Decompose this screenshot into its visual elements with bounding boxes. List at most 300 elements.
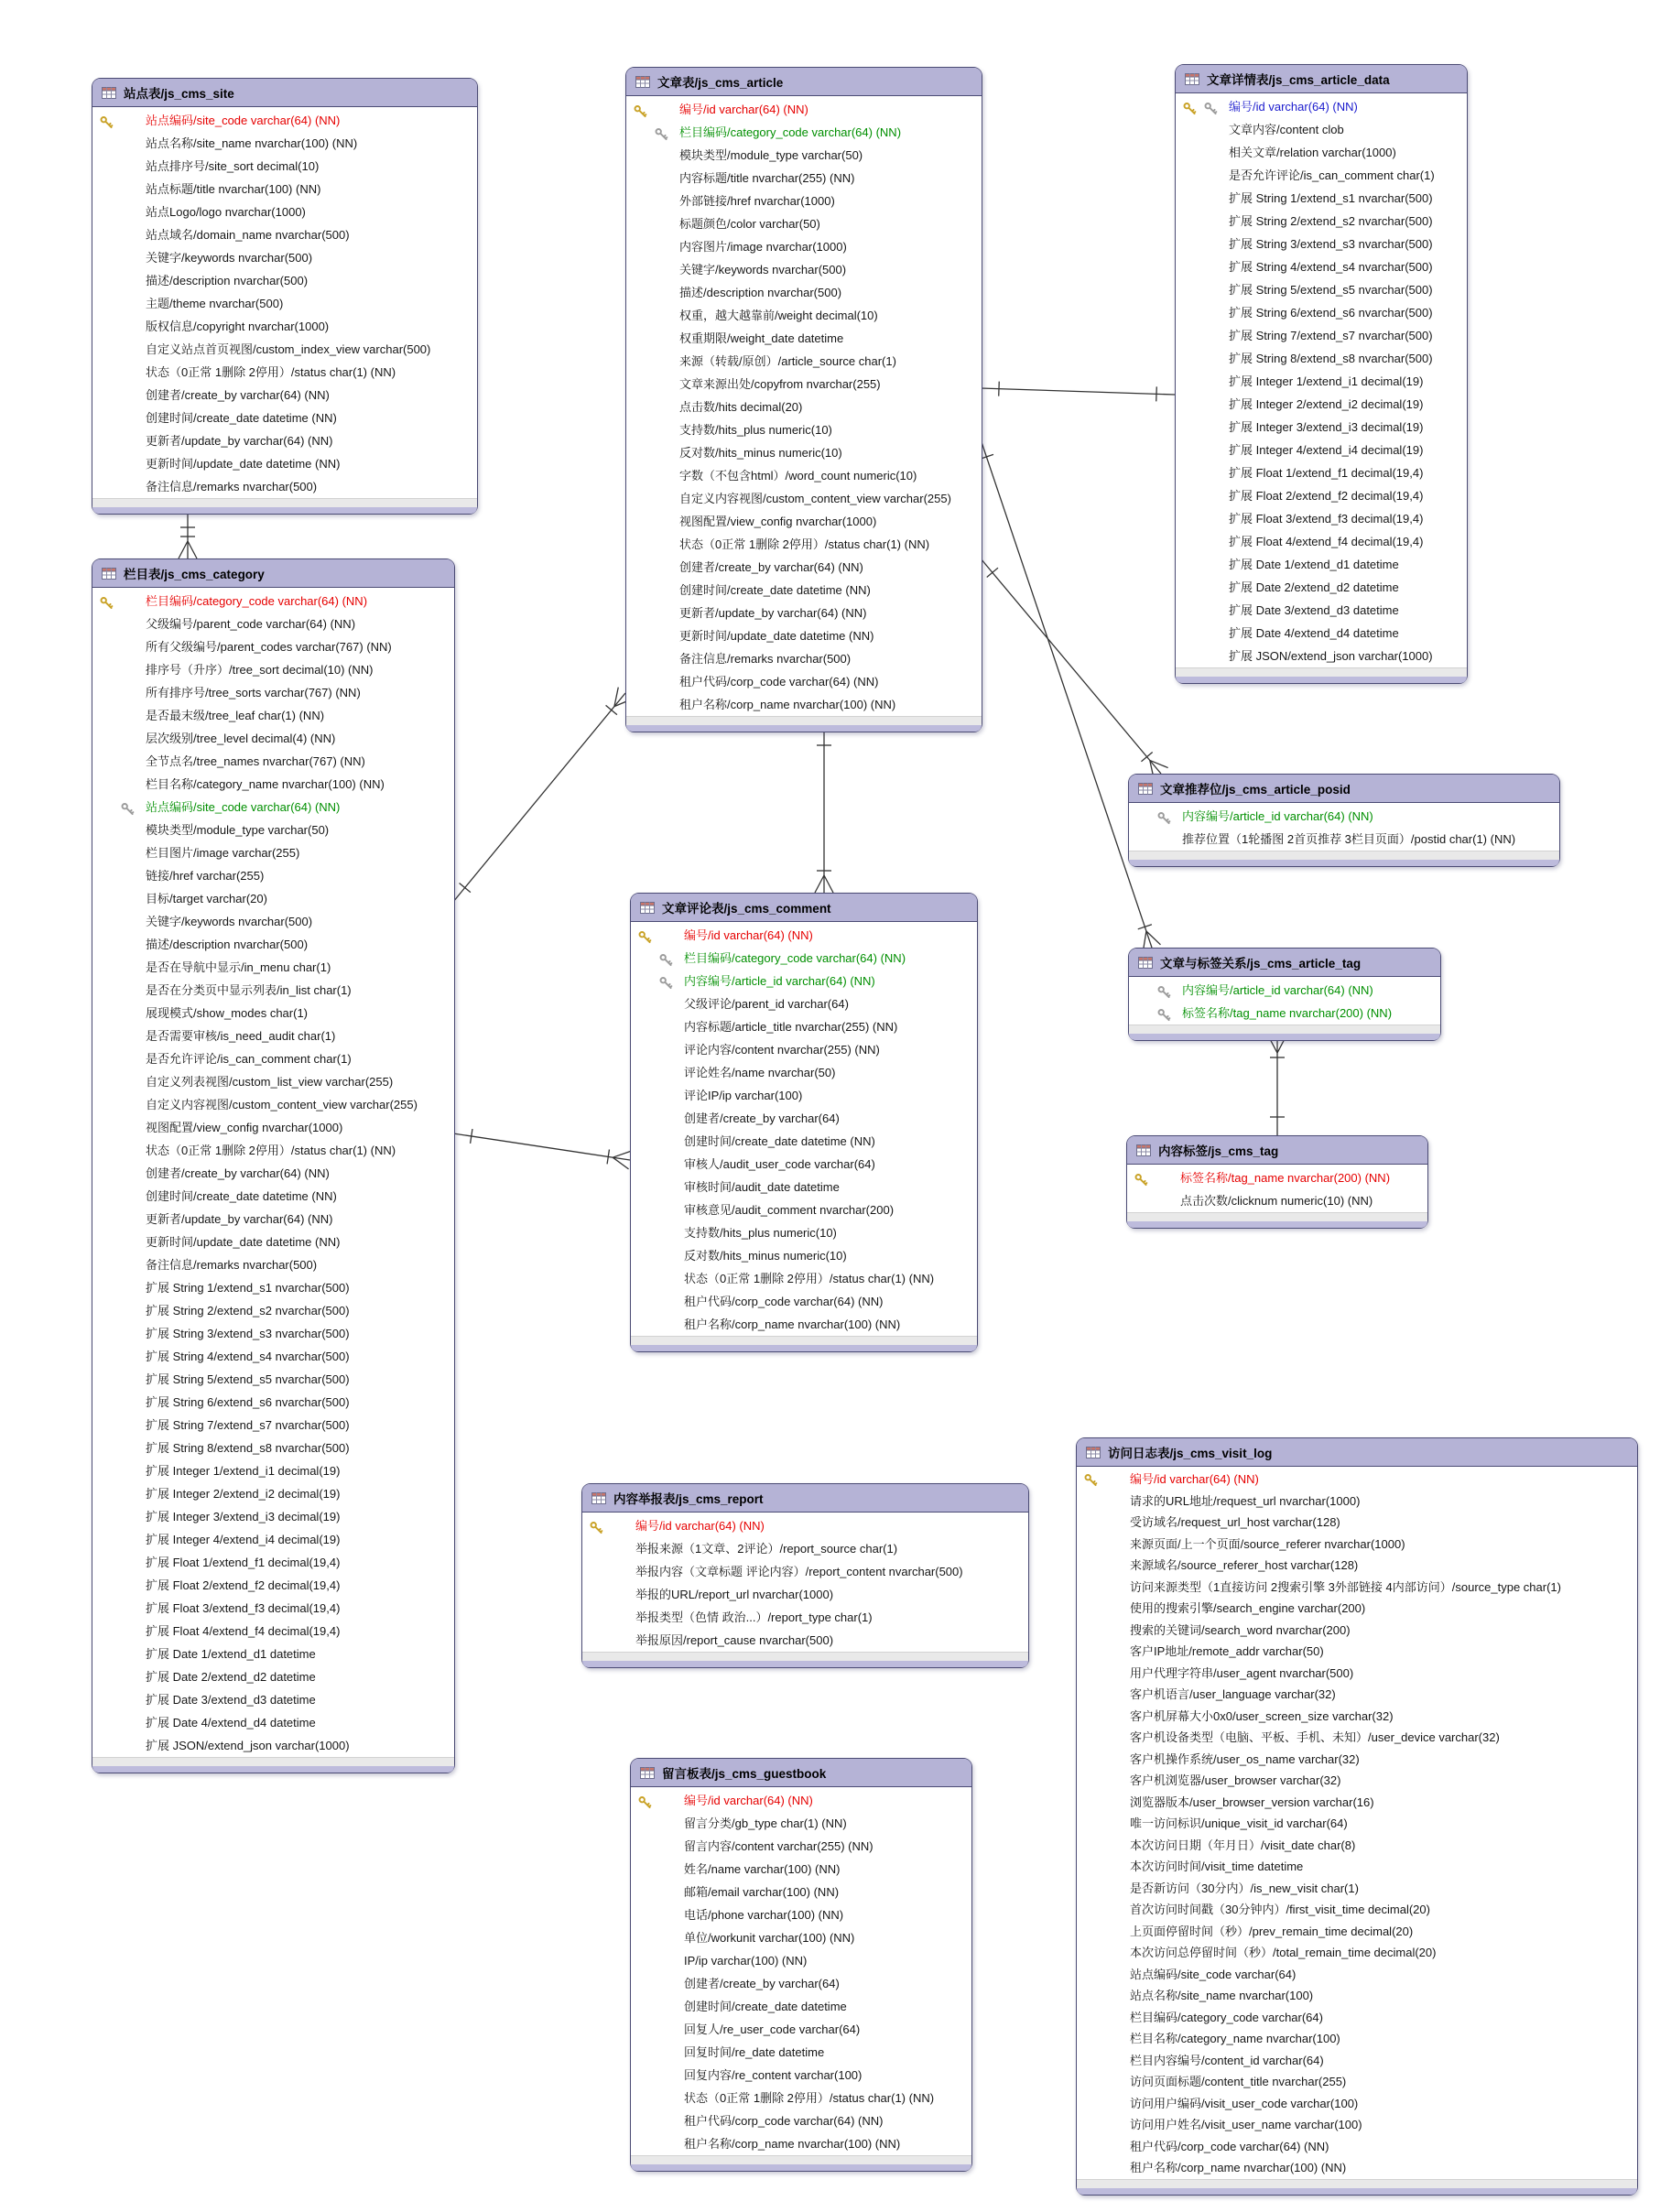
field-row[interactable] [92, 1047, 454, 1070]
field-row[interactable] [92, 132, 477, 155]
field-row[interactable] [582, 1629, 1028, 1652]
field-row[interactable] [1176, 118, 1467, 141]
field-row[interactable] [626, 304, 982, 327]
field-row[interactable] [1077, 1620, 1637, 1642]
entity-header-js_cms_guestbook[interactable] [631, 1759, 971, 1787]
field-row[interactable] [92, 750, 454, 773]
field-row[interactable] [1129, 805, 1559, 828]
field-row[interactable] [631, 1084, 977, 1107]
field-text: 是否允许评论/is_can_comment char(1) [146, 1052, 352, 1066]
gold-key-icon [1183, 100, 1197, 114]
field-row[interactable] [92, 1459, 454, 1482]
gray-key-icon [1204, 100, 1218, 114]
entity-js_cms_guestbook[interactable] [630, 1758, 972, 2172]
field-row[interactable] [92, 1070, 454, 1093]
field-text: 租户名称/corp_name nvarchar(100) (NN) [684, 1317, 901, 1331]
gold-key-icon [638, 1794, 652, 1807]
field-row[interactable] [92, 1437, 454, 1459]
field-row[interactable] [92, 613, 454, 635]
field-row[interactable] [626, 510, 982, 533]
field-row[interactable] [1077, 1878, 1637, 1900]
field-row[interactable] [626, 579, 982, 602]
field-row[interactable] [92, 315, 477, 338]
field-text: 文章内容/content clob [1229, 123, 1344, 136]
field-row[interactable] [626, 693, 982, 716]
field-text: 回复人/re_user_code varchar(64) [684, 2022, 861, 2036]
field-row[interactable] [92, 727, 454, 750]
field-text: 扩展 Float 1/extend_f1 decimal(19,4) [1229, 466, 1424, 480]
field-row[interactable] [92, 338, 477, 361]
field-row[interactable] [631, 1290, 977, 1313]
field-row[interactable] [631, 2087, 971, 2109]
field-row[interactable] [92, 1345, 454, 1368]
field-row[interactable] [92, 887, 454, 910]
field-row[interactable] [1176, 347, 1467, 370]
gray-key-icon [659, 974, 673, 988]
field-row[interactable] [92, 956, 454, 979]
field-text: 租户名称/corp_name nvarchar(100) (NN) [679, 698, 896, 711]
field-text: 客户机语言/user_language varchar(32) [1130, 1687, 1336, 1701]
field-text: 本次访问时间/visit_time datetime [1130, 1860, 1304, 1873]
field-row[interactable] [92, 704, 454, 727]
field-row[interactable] [92, 841, 454, 864]
entity-header-js_cms_article_data[interactable] [1176, 65, 1467, 93]
field-text: 扩展 Float 2/extend_f2 decimal(19,4) [146, 1578, 341, 1592]
field-row[interactable] [631, 1881, 971, 1903]
field-row[interactable] [1127, 1166, 1427, 1189]
field-row[interactable] [92, 475, 477, 498]
field-row[interactable] [92, 933, 454, 956]
field-row[interactable] [92, 292, 477, 315]
field-row[interactable] [92, 1208, 454, 1231]
field-text: 是否最末级/tree_leaf char(1) (NN) [146, 709, 325, 722]
field-row[interactable] [626, 350, 982, 373]
field-row[interactable] [631, 1903, 971, 1926]
field-row[interactable] [1176, 370, 1467, 393]
field-row[interactable] [626, 602, 982, 624]
field-text: 访问页面标题/content_title nvarchar(255) [1130, 2075, 1347, 2088]
field-row[interactable] [631, 924, 977, 947]
field-row[interactable] [92, 635, 454, 658]
field-text: 排序号（升序）/tree_sort decimal(10) (NN) [146, 663, 374, 677]
field-text: 支持数/hits_plus numeric(10) [684, 1226, 837, 1240]
field-row[interactable] [631, 1972, 971, 1995]
field-text: 扩展 Date 3/extend_d3 datetime [1229, 603, 1399, 617]
field-text: 更新时间/update_date datetime (NN) [679, 629, 874, 643]
field-row[interactable] [1129, 1002, 1440, 1025]
field-row[interactable] [1077, 1491, 1637, 1513]
field-row[interactable] [1176, 484, 1467, 507]
field-row[interactable] [631, 1949, 971, 1972]
field-row[interactable] [1176, 95, 1467, 118]
entity-js_cms_article_data[interactable] [1175, 64, 1468, 684]
field-row[interactable] [626, 418, 982, 441]
entity-title: 文章详情表/js_cms_article_data [1207, 73, 1390, 87]
field-row[interactable] [626, 487, 982, 510]
field-row[interactable] [1176, 599, 1467, 622]
field-row[interactable] [631, 1858, 971, 1881]
entity-header-js_cms_article_posid[interactable] [1129, 775, 1559, 803]
field-text: 举报的URL/report_url nvarchar(1000) [635, 1588, 834, 1601]
table-icon [640, 1767, 655, 1779]
field-text: IP/ip varchar(100) (NN) [684, 1954, 808, 1968]
field-row[interactable] [92, 1528, 454, 1551]
field-text: 回复内容/re_content varchar(100) [684, 2068, 863, 2082]
field-text: 举报来源（1文章、2评论）/report_source char(1) [635, 1542, 898, 1556]
field-text: 审核意见/audit_comment nvarchar(200) [684, 1203, 895, 1217]
field-text: 扩展 Date 4/extend_d4 datetime [1229, 626, 1399, 640]
field-row[interactable] [92, 910, 454, 933]
field-row[interactable] [1176, 187, 1467, 210]
field-row[interactable] [626, 212, 982, 235]
field-row[interactable] [92, 1665, 454, 1688]
entity-header-js_cms_article[interactable] [626, 68, 982, 96]
field-text: 站点编码/site_code varchar(64) [1130, 1967, 1297, 1981]
field-row[interactable] [1077, 2157, 1637, 2179]
field-row[interactable] [92, 223, 477, 246]
field-row[interactable] [631, 1061, 977, 1084]
field-row[interactable] [92, 109, 477, 132]
field-row[interactable] [631, 1038, 977, 1061]
field-row[interactable] [92, 590, 454, 613]
field-row[interactable] [92, 1551, 454, 1574]
field-row[interactable] [626, 396, 982, 418]
field-row[interactable] [92, 1711, 454, 1734]
field-text: 扩展 String 7/extend_s7 nvarchar(500) [1229, 329, 1433, 342]
field-row[interactable] [92, 1002, 454, 1025]
field-row[interactable] [92, 1025, 454, 1047]
field-row[interactable] [1176, 416, 1467, 439]
field-row[interactable] [1077, 1512, 1637, 1534]
field-row[interactable] [1176, 507, 1467, 530]
field-row[interactable] [1077, 1684, 1637, 1706]
field-row[interactable] [92, 246, 477, 269]
field-row[interactable] [92, 1482, 454, 1505]
field-row[interactable] [92, 1322, 454, 1345]
field-row[interactable] [626, 647, 982, 670]
gold-key-icon [100, 114, 114, 127]
field-text: 标签名称/tag_name nvarchar(200) (NN) [1180, 1171, 1391, 1185]
field-text: 是否在分类页中显示列表/in_list char(1) [146, 983, 352, 997]
field-row[interactable] [1077, 2093, 1637, 2115]
field-row[interactable] [1176, 324, 1467, 347]
field-row[interactable] [626, 373, 982, 396]
field-row[interactable] [1176, 233, 1467, 255]
field-row[interactable] [582, 1560, 1028, 1583]
field-row[interactable] [92, 1414, 454, 1437]
field-row[interactable] [92, 1597, 454, 1620]
field-row[interactable] [92, 1643, 454, 1665]
field-text: 扩展 String 5/extend_s5 nvarchar(500) [146, 1372, 350, 1386]
field-row[interactable] [582, 1537, 1028, 1560]
field-row[interactable] [1077, 2028, 1637, 2050]
field-text: 站点标题/title nvarchar(100) (NN) [146, 182, 321, 196]
field-row[interactable] [626, 556, 982, 579]
field-text: 描述/description nvarchar(500) [146, 274, 309, 287]
field-row[interactable] [1176, 210, 1467, 233]
field-row[interactable] [1077, 1985, 1637, 2007]
field-row[interactable] [1077, 1534, 1637, 1556]
field-text: 扩展 String 4/extend_s4 nvarchar(500) [146, 1350, 350, 1363]
field-row[interactable] [631, 1835, 971, 1858]
field-row[interactable] [1077, 1749, 1637, 1771]
field-text: 扩展 Integer 1/extend_i1 decimal(19) [1229, 374, 1424, 388]
field-row[interactable] [92, 1688, 454, 1711]
field-text: 审核时间/audit_date datetime [684, 1180, 840, 1194]
field-text: 客户机操作系统/user_os_name varchar(32) [1130, 1751, 1360, 1766]
field-row[interactable] [92, 361, 477, 384]
entity-js_cms_report[interactable] [581, 1483, 1029, 1668]
entity-js_cms_article[interactable] [625, 67, 982, 732]
field-text: 展现模式/show_modes char(1) [146, 1006, 308, 1020]
field-row[interactable] [631, 992, 977, 1015]
field-row[interactable] [631, 1995, 971, 2018]
field-row[interactable] [626, 670, 982, 693]
field-row[interactable] [92, 864, 454, 887]
field-row[interactable] [92, 201, 477, 223]
field-row[interactable] [631, 1313, 977, 1336]
field-row[interactable] [92, 1299, 454, 1322]
field-text: 租户名称/corp_name nvarchar(100) (NN) [1130, 2161, 1347, 2174]
field-row[interactable] [631, 1221, 977, 1244]
entity-header-js_cms_article_tag[interactable] [1129, 949, 1440, 977]
field-text: 评论内容/content nvarchar(255) (NN) [684, 1043, 880, 1057]
field-row[interactable] [1077, 2136, 1637, 2158]
field-text: 扩展 String 3/extend_s3 nvarchar(500) [146, 1327, 350, 1340]
field-row[interactable] [1176, 530, 1467, 553]
field-text: 关键字/keywords nvarchar(500) [146, 915, 313, 928]
field-text: 扩展 String 8/extend_s8 nvarchar(500) [146, 1441, 350, 1455]
field-text: 扩展 String 6/extend_s6 nvarchar(500) [146, 1395, 350, 1409]
table-icon [1138, 957, 1153, 969]
field-row[interactable] [631, 2064, 971, 2087]
field-row[interactable] [626, 144, 982, 167]
field-row[interactable] [1077, 1964, 1637, 1986]
field-row[interactable] [1176, 278, 1467, 301]
field-row[interactable] [1176, 439, 1467, 461]
field-row[interactable] [92, 979, 454, 1002]
field-row[interactable] [1077, 1469, 1637, 1491]
field-row[interactable] [1077, 1856, 1637, 1878]
field-row[interactable] [92, 407, 477, 429]
entity-js_cms_site[interactable] [92, 78, 478, 515]
field-text: 扩展 Float 1/extend_f1 decimal(19,4) [146, 1556, 341, 1569]
field-row[interactable] [92, 1093, 454, 1116]
entity-title: 文章与标签关系/js_cms_article_tag [1160, 957, 1362, 970]
field-text: 备注信息/remarks nvarchar(500) [679, 652, 852, 666]
field-row[interactable] [1077, 1942, 1637, 1964]
field-row[interactable] [92, 1368, 454, 1391]
field-row[interactable] [631, 2018, 971, 2041]
entity-js_cms_visit_log[interactable] [1076, 1437, 1638, 2196]
field-row[interactable] [92, 1139, 454, 1162]
field-row[interactable] [626, 258, 982, 281]
field-row[interactable] [631, 2041, 971, 2064]
field-row[interactable] [92, 269, 477, 292]
field-text: 创建者/create_by varchar(64) [684, 1111, 840, 1125]
field-text: 扩展 Integer 3/extend_i3 decimal(19) [146, 1510, 341, 1523]
field-row[interactable] [631, 1176, 977, 1198]
field-row[interactable] [1077, 1555, 1637, 1577]
field-row[interactable] [626, 281, 982, 304]
field-row[interactable] [1077, 1770, 1637, 1792]
field-row[interactable] [92, 429, 477, 452]
field-row[interactable] [631, 2132, 971, 2155]
field-row[interactable] [1077, 1792, 1637, 1814]
field-row[interactable] [92, 658, 454, 681]
field-row[interactable] [626, 235, 982, 258]
field-row[interactable] [1176, 164, 1467, 187]
field-text: 搜索的关键词/search_word nvarchar(200) [1130, 1622, 1351, 1637]
field-row[interactable] [631, 1244, 977, 1267]
field-row[interactable] [1129, 979, 1440, 1002]
field-text: 扩展 JSON/extend_json varchar(1000) [1229, 649, 1433, 663]
field-row[interactable] [631, 1267, 977, 1290]
gold-key-icon [1084, 1472, 1098, 1486]
field-row[interactable] [1077, 1727, 1637, 1749]
field-row[interactable] [1127, 1189, 1427, 1212]
entity-header-js_cms_comment[interactable] [631, 894, 977, 922]
field-row[interactable] [92, 1276, 454, 1299]
field-row[interactable] [92, 796, 454, 819]
field-text: 站点域名/domain_name nvarchar(500) [146, 228, 350, 242]
field-row[interactable] [92, 819, 454, 841]
field-text: 描述/description nvarchar(500) [679, 286, 842, 299]
field-row[interactable] [1077, 1598, 1637, 1620]
field-row[interactable] [626, 533, 982, 556]
field-row[interactable] [92, 1505, 454, 1528]
field-text: 扩展 Date 1/extend_d1 datetime [1229, 558, 1399, 571]
field-text: 站点编码/site_code varchar(64) (NN) [146, 114, 341, 127]
field-row[interactable] [1077, 2071, 1637, 2093]
field-row[interactable] [631, 970, 977, 992]
field-row[interactable] [1176, 461, 1467, 484]
field-row[interactable] [92, 773, 454, 796]
gray-key-icon [121, 800, 135, 814]
field-row[interactable] [1077, 1813, 1637, 1835]
field-text: 租户名称/corp_name nvarchar(100) (NN) [684, 2137, 901, 2151]
field-row[interactable] [1077, 1641, 1637, 1663]
field-row[interactable] [631, 1926, 971, 1949]
field-row[interactable] [1077, 1899, 1637, 1921]
field-row[interactable] [92, 1116, 454, 1139]
entity-js_cms_article_tag[interactable] [1128, 948, 1441, 1041]
field-row[interactable] [631, 1812, 971, 1835]
field-row[interactable] [92, 1185, 454, 1208]
field-row[interactable] [1176, 576, 1467, 599]
field-row[interactable] [582, 1514, 1028, 1537]
field-row[interactable] [1176, 255, 1467, 278]
field-row[interactable] [1176, 301, 1467, 324]
field-row[interactable] [92, 452, 477, 475]
field-text: 电话/phone varchar(100) (NN) [684, 1908, 844, 1922]
field-row[interactable] [626, 441, 982, 464]
entity-js_cms_article_posid[interactable] [1128, 774, 1560, 867]
field-text: 扩展 Integer 2/extend_i2 decimal(19) [1229, 397, 1424, 411]
field-row[interactable] [92, 384, 477, 407]
entity-header-js_cms_tag[interactable] [1127, 1136, 1427, 1165]
entity-title: 内容举报表/js_cms_report [613, 1492, 764, 1506]
field-row[interactable] [92, 1734, 454, 1757]
field-row[interactable] [1176, 393, 1467, 416]
field-row[interactable] [92, 1620, 454, 1643]
field-row[interactable] [92, 1574, 454, 1597]
field-row[interactable] [631, 1107, 977, 1130]
entity-footer-edge [582, 1661, 1028, 1667]
entity-field-list [582, 1513, 1028, 1652]
field-row[interactable] [92, 1391, 454, 1414]
field-row[interactable] [631, 1789, 971, 1812]
field-row[interactable] [92, 681, 454, 704]
field-row[interactable] [92, 1231, 454, 1253]
field-row[interactable] [631, 1198, 977, 1221]
field-row[interactable] [92, 178, 477, 201]
field-row[interactable] [1077, 2007, 1637, 2029]
entity-js_cms_comment[interactable] [630, 893, 978, 1352]
field-text: 回复时间/re_date datetime [684, 2045, 825, 2059]
field-row[interactable] [582, 1583, 1028, 1606]
field-row[interactable] [1077, 1706, 1637, 1728]
entity-footer [582, 1652, 1028, 1661]
field-row[interactable] [1077, 2114, 1637, 2136]
field-row[interactable] [92, 1253, 454, 1276]
field-row[interactable] [631, 2109, 971, 2132]
field-text: 扩展 Float 3/extend_f3 decimal(19,4) [146, 1601, 341, 1615]
entity-header-js_cms_report[interactable] [582, 1484, 1028, 1513]
field-row[interactable] [626, 167, 982, 190]
field-text: 所有父级编号/parent_codes varchar(767) (NN) [146, 640, 392, 654]
entity-header-js_cms_visit_log[interactable] [1077, 1438, 1637, 1467]
field-text: 单位/workunit varchar(100) (NN) [684, 1931, 855, 1945]
field-row[interactable] [1077, 1921, 1637, 1943]
entity-header-js_cms_category[interactable] [92, 559, 454, 588]
field-row[interactable] [1077, 1835, 1637, 1857]
field-row[interactable] [582, 1606, 1028, 1629]
field-text: 来源（转载/原创）/article_source char(1) [679, 354, 896, 368]
field-row[interactable] [1176, 553, 1467, 576]
entity-footer-edge [1129, 1034, 1440, 1040]
field-row[interactable] [92, 155, 477, 178]
field-text: 模块类型/module_type varchar(50) [679, 148, 863, 162]
field-row[interactable] [1129, 828, 1559, 851]
field-row[interactable] [626, 98, 982, 121]
field-row[interactable] [1176, 141, 1467, 164]
field-row[interactable] [1077, 1577, 1637, 1599]
field-row[interactable] [1176, 645, 1467, 667]
table-icon [1136, 1144, 1151, 1156]
entity-js_cms_category[interactable] [92, 558, 455, 1773]
field-row[interactable] [631, 1130, 977, 1153]
field-row[interactable] [631, 1153, 977, 1176]
field-text: 创建时间/create_date datetime (NN) [146, 1189, 337, 1203]
field-text: 访问来源类型（1直接访问 2搜索引擎 3外部链接 4内部访问）/source_type char(1) [1130, 1579, 1561, 1594]
field-row[interactable] [1176, 622, 1467, 645]
field-row[interactable] [626, 624, 982, 647]
field-row[interactable] [626, 327, 982, 350]
field-text: 状态（0正常 1删除 2停用）/status char(1) (NN) [684, 1272, 935, 1285]
entity-header-js_cms_site[interactable] [92, 79, 477, 107]
field-row[interactable] [626, 464, 982, 487]
field-text: 留言分类/gb_type char(1) (NN) [684, 1816, 847, 1830]
field-row[interactable] [1077, 1663, 1637, 1685]
field-row[interactable] [626, 190, 982, 212]
field-row[interactable] [626, 121, 982, 144]
field-row[interactable] [92, 1162, 454, 1185]
field-row[interactable] [631, 1015, 977, 1038]
field-row[interactable] [631, 947, 977, 970]
field-row[interactable] [1077, 2050, 1637, 2072]
entity-js_cms_tag[interactable] [1126, 1135, 1428, 1229]
